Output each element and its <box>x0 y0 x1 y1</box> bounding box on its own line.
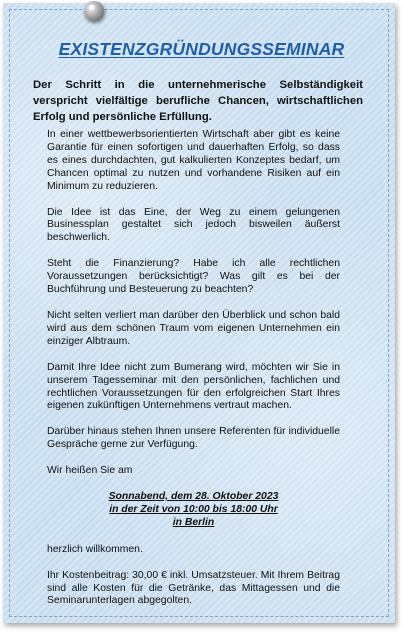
event-details <box>47 491 340 530</box>
paragraph-idea: Die Idee ist das Eine, der Weg zu einem gelungenen Businessplan gestaltet sich jedoch bisweilen äußerst beschwerlich. <box>47 206 340 244</box>
paragraph-questions: Steht die Finanzierung? Habe ich alle rechtlichen Voraussetzungen berücksichtigt? Was gilt es bei der Buchführung und Besteuerung zu beachten? <box>47 258 340 296</box>
event-date: Sonnabend, dem 28. Oktober 2023 <box>108 491 279 503</box>
pushpin-icon <box>84 1 104 21</box>
paragraph-overview: Nicht selten verliert man darüber den Überblick und schon bald wird aus dem schönen Traum vom eigenen Unternehmen ein einziger Albtraum. <box>47 309 340 347</box>
paragraph-risk: In einer wettbewerbsorientierten Wirtschaft aber gibt es keine Garantie für einen sofortigen und dauerhaften Erfolg, so dass es eines durchdachten, gut kalkulierten Konzeptes bedarf, um Chancen optimal zu nutzen und vorhandene Risiken auf ein Minimum zu reduzieren. <box>47 129 340 192</box>
paragraph-seminar: Damit Ihre Idee nicht zum Bumerang wird, möchten wir Sie in unserem Tagesseminar mit den persönlichen, fachlichen und rechtlichen Voraussetzungen für den erfolgreichen Start Ihres eigenen zukünftigen Unternehmens vertraut machen. <box>47 361 340 412</box>
paragraph-speakers: Darüber hinaus stehen Ihnen unsere Referenten für individuelle Gespräche gerne zur Verfügung. <box>47 426 340 451</box>
fee-paragraph: Ihr Kostenbeitrag: 30,00 € inkl. Umsatzsteuer. Mit Ihrem Beitrag sind alle Kosten für die Getränke, das Mittagessen und die Seminarunterlagen abgegolten. <box>47 569 340 607</box>
page-title: EXISTENZGRÜNDUNGSSEMINAR <box>58 39 345 59</box>
event-time: in der Zeit von 10:00 bis 18:00 Uhr <box>109 503 278 515</box>
event-place: in Berlin <box>172 516 215 528</box>
body-text <box>47 129 340 621</box>
welcome-line: herzlich willkommen. <box>47 543 143 555</box>
invite-line: Wir heißen Sie am <box>47 465 133 477</box>
intro-paragraph: Der Schritt in die unternehmerische Selbständigkeit verspricht vielfältige berufliche Chancen, wirtschaftlichen Erfolg und persönliche Erfüllung. <box>33 79 363 123</box>
pushpin-highlight <box>89 5 95 10</box>
